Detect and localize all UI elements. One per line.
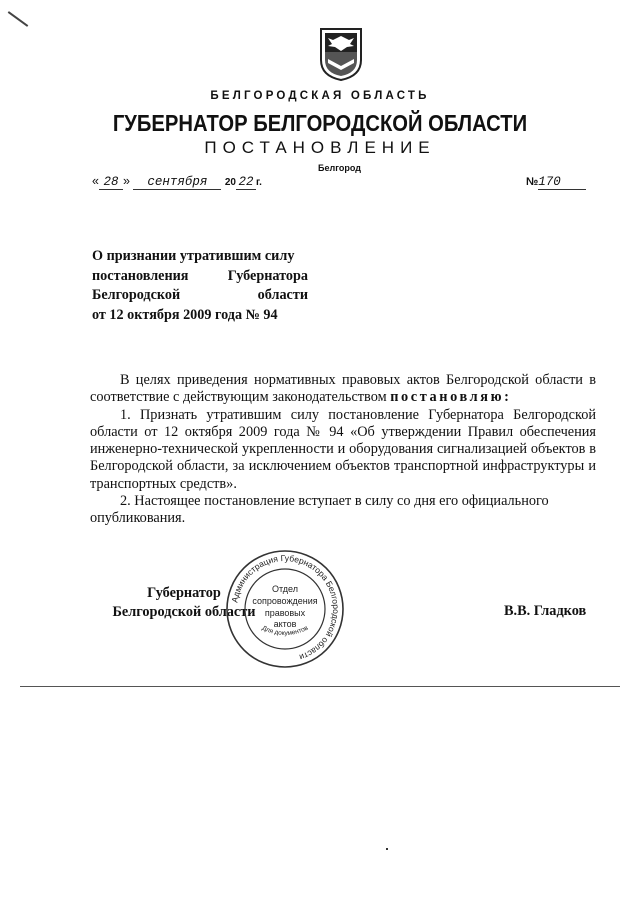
date-year-suffix: 22: [236, 175, 256, 190]
signatory-title-line: Белгородской области: [112, 604, 256, 620]
signatory-title-line: Губернатор: [147, 585, 221, 601]
subject-line: О признании утратившим силу: [92, 248, 295, 264]
coat-of-arms-icon: [318, 26, 364, 82]
body-intro-paragraph: [90, 372, 596, 407]
document-type: ПОСТАНОВЛЕНИЕ: [204, 138, 436, 157]
date-month: сентября: [133, 175, 221, 190]
document-number: [526, 174, 586, 190]
scan-mark: [8, 11, 29, 27]
number-value: 170: [538, 175, 586, 190]
page-rule: [20, 686, 620, 687]
date-close-quote: »: [122, 174, 130, 188]
stamp-ring-text: Администрация Губернатора Белгородской области: [229, 552, 342, 663]
date-day: 28: [99, 175, 123, 190]
region-name: БЕЛГОРОДСКАЯ ОБЛАСТЬ: [210, 90, 430, 102]
subject-line: Белгородской области: [92, 287, 308, 303]
document-date: [92, 174, 262, 190]
document-body: [90, 372, 596, 528]
decree-word: постановляю:: [390, 389, 512, 406]
stamp-line: сопровождения: [252, 596, 318, 606]
issuing-authority: ГУБЕРНАТОР БЕЛГОРОДСКОЙ ОБЛАСТИ: [112, 110, 528, 136]
subject-line: постановления Губернатора: [92, 267, 308, 284]
signatory-name: В.В. Гладков: [504, 603, 587, 619]
body-item-1: 1. Признать утратившим силу постановление Губернатора Белгородской области от 12 октября 2009 года № 94 «Об утверждении Правил обеспечения инженерно-технической укрепленности и оборудования сигнализацией объектов в Белгородской области, за исключением объектов транспортной инфраструктуры и транспортных средств».: [90, 406, 596, 492]
date-year-prefix: 20: [224, 177, 236, 188]
body-intro-text: В целях приведения нормативных правовых актов Белгородской области в соответствие с действующим законодательством: [90, 372, 596, 406]
document-city: Белгород: [318, 163, 361, 173]
date-open-quote: «: [92, 174, 99, 188]
number-label: №: [526, 176, 539, 188]
document-subject: [92, 247, 308, 325]
stamp-line: Отдел: [271, 584, 299, 594]
subject-line: от 12 октября 2009 года № 94: [92, 306, 278, 323]
stamp-line: актов: [273, 619, 297, 629]
official-stamp: [224, 548, 346, 670]
body-item-2: 2. Настоящее постановление вступает в силу со дня его официального опубликования.: [90, 493, 549, 527]
stamp-bottom-text: Для документов: [260, 624, 310, 638]
stamp-line: правовых: [264, 608, 306, 618]
date-year-unit: г.: [256, 177, 262, 188]
scan-mark: [386, 848, 388, 850]
